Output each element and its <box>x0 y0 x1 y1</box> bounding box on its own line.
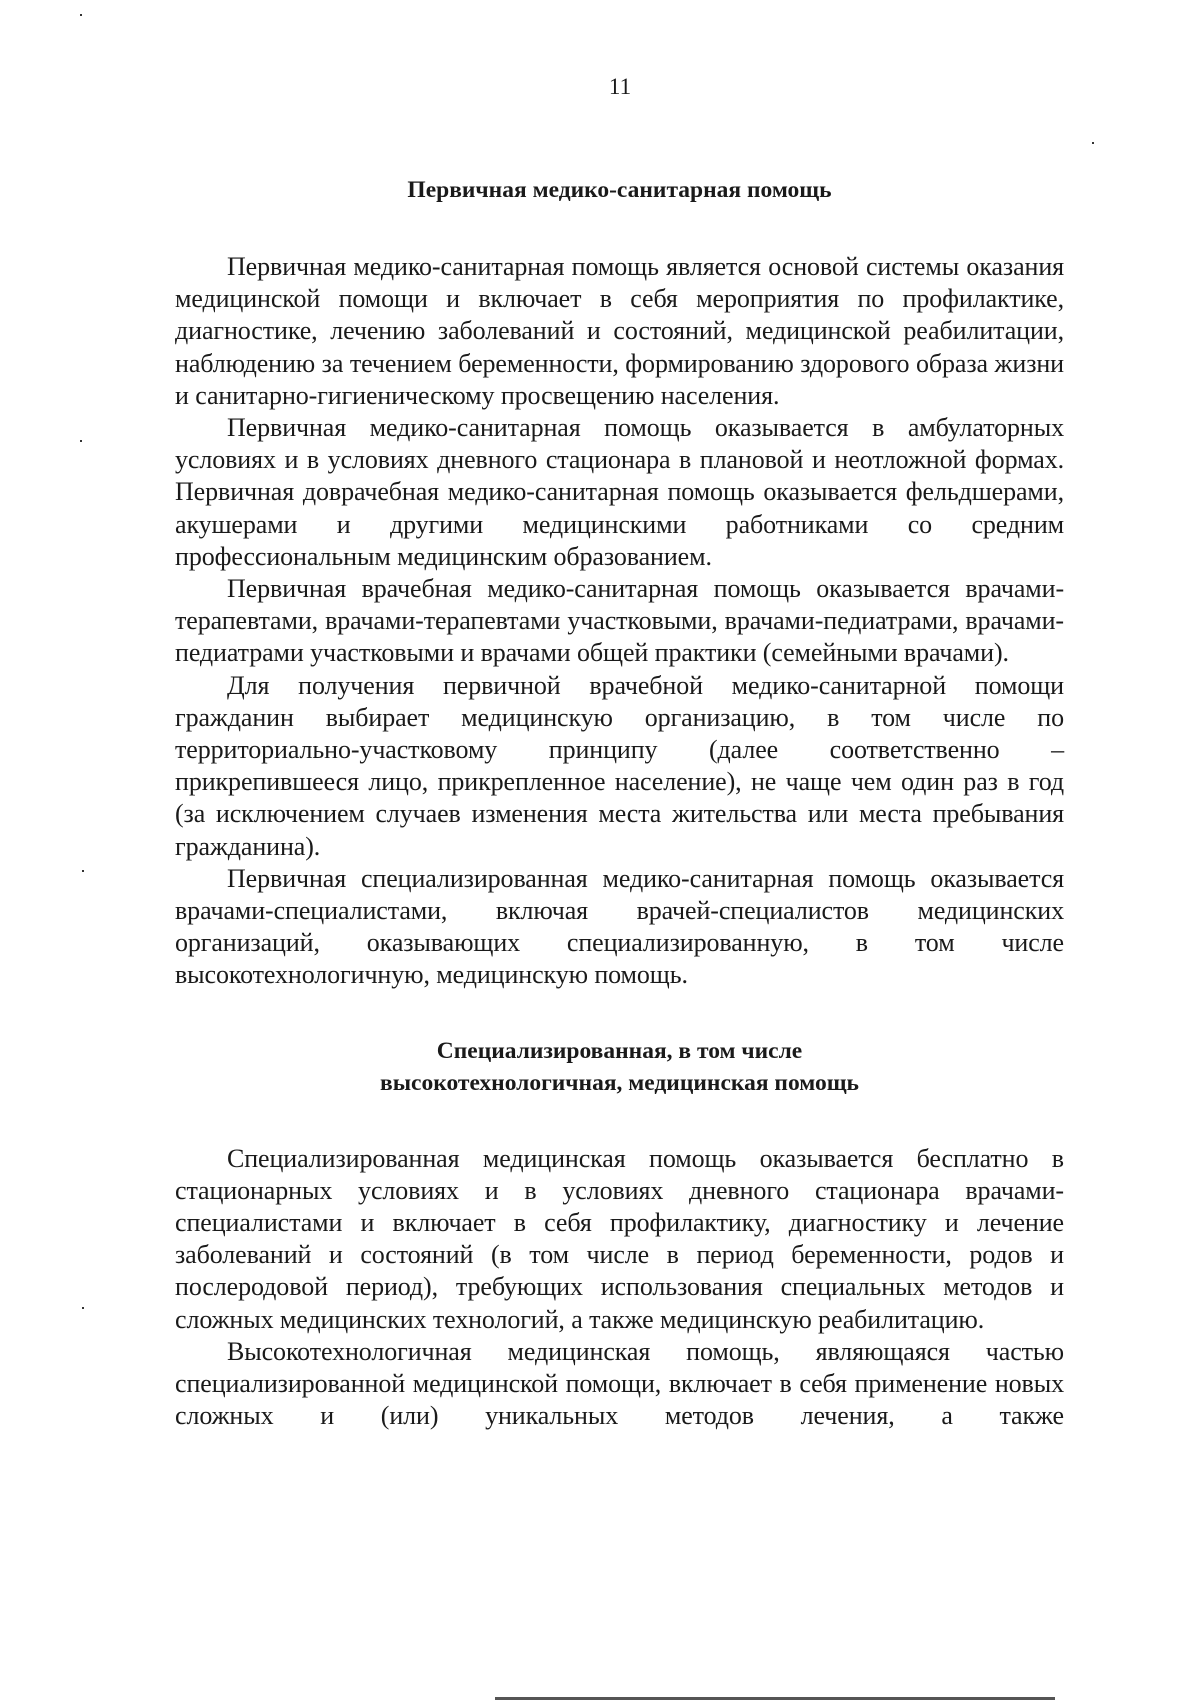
paragraph: Высокотехнологичная медицинская помощь, являющаяся частью специализированной медицинской помощи, включает в себя применение новых сложных и (или) уникальных методов лечения, а также <box>175 1336 1064 1431</box>
scan-dot <box>80 440 82 442</box>
scan-dot <box>82 870 84 872</box>
section-title-primary-care: Первичная медико-санитарная помощь <box>407 177 832 203</box>
scan-dot <box>1092 142 1094 144</box>
paragraph: Первичная медико-санитарная помощь оказывается в амбулаторных условиях и в условиях дневного стационара в плановой и неотложной формах. Первичная доврачебная медико-санитарная помощь оказывается фельдшерами, акушерами и другими медицинскими работниками со средним профессиональным медицинским образованием. <box>175 413 1064 571</box>
paragraph: Специализированная медицинская помощь оказывается бесплатно в стационарных условиях и в условиях дневного стационара врачами-специалистами и включает в себя профилактику, диагностику и лечение заболеваний и состояний (в том числе в период беременности, родов и послеродовой период), требующих использования специальных методов и сложных медицинских технологий, а также медицинскую реабилитацию. <box>175 1143 1064 1334</box>
scan-dot <box>82 1307 84 1309</box>
document-body <box>175 174 1064 1433</box>
paragraph: Первичная специализированная медико-санитарная помощь оказывается врачами-специалистами, включая врачей-специалистов медицинских организаций, оказывающих специализированную, в том числе высокотехнологичную, медицинскую помощь. <box>175 863 1064 990</box>
section-title-specialized-care <box>175 1035 1064 1099</box>
paragraph: Первичная медико-санитарная помощь является основой системы оказания медицинской помощи и включает в себя мероприятия по профилактике, диагностике, лечению заболеваний и состояний, медицинской реабилитации, наблюдению за течением беременности, формированию здорового образа жизни и санитарно-гигиеническому просвещению населения. <box>175 252 1064 410</box>
page-number: 11 <box>608 74 632 99</box>
section-title-line: Специализированная, в том числе <box>436 1037 803 1064</box>
bottom-edge-line <box>495 1697 1055 1700</box>
scan-dot <box>80 14 82 16</box>
section-title-line: высокотехнологичная, медицинская помощь <box>380 1069 859 1096</box>
paragraph: Первичная врачебная медико-санитарная помощь оказывается врачами-терапевтами, врачами-терапевтами участковыми, врачами-педиатрами, врачами-педиатрами участковыми и врачами общей практики (семейными врачами). <box>175 574 1064 668</box>
paragraph: Для получения первичной врачебной медико-санитарной помощи гражданин выбирает медицинскую организацию, в том числе по территориально-участковому принципу (далее соответственно – прикрепившееся лицо, прикрепленное население), не чаще чем один раз в год (за исключением случаев изменения места жительства или места пребывания гражданина). <box>175 670 1064 861</box>
